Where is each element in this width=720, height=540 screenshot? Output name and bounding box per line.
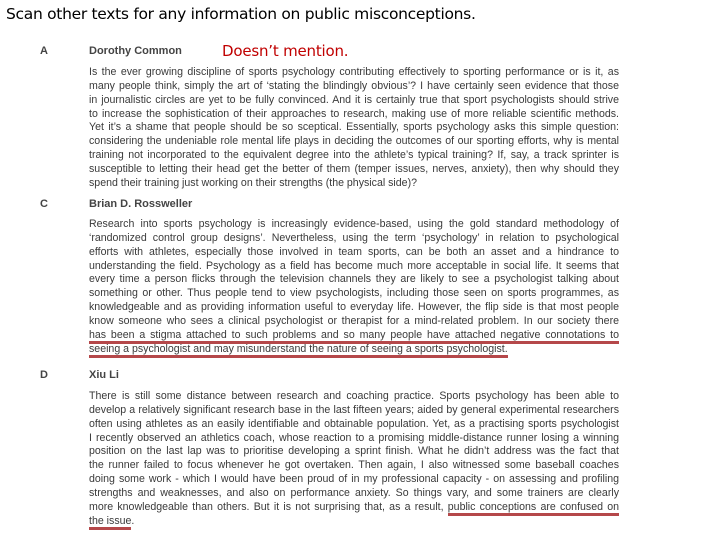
text-line: [89, 273, 619, 287]
text-line: [89, 315, 619, 329]
text-line: [89, 501, 619, 515]
underlined-text: has been a stigma attached to such problems and so many people have attached negative connotations to: [89, 329, 619, 344]
line-text: Yet it’s a shame that people should be so sceptical. Essentially, sports psychology asks this simple question:: [89, 121, 619, 134]
text-line: [89, 260, 619, 274]
text-line: [89, 149, 619, 163]
text-line: [89, 121, 619, 135]
text-line: [89, 390, 619, 404]
section-letter: A: [40, 45, 48, 57]
text-line: [89, 445, 619, 459]
line-text: develop a relatively significant research base in the last fifteen years; aided by general experimental researchers: [89, 403, 619, 416]
section-letter: D: [40, 369, 48, 381]
section-author: Xiu Li: [89, 369, 119, 381]
text-line: [89, 301, 619, 315]
text-line: [89, 218, 619, 232]
text-line: [89, 108, 619, 122]
slide-title: Scan other texts for any information on public misconceptions.: [6, 5, 476, 23]
line-text: know someone who sees a clinical psychologist or therapist for a mind-related problem. In our society there: [89, 314, 619, 327]
line-text: to increase the sophistication of their approaches to research, making use of more reliable scientific methods.: [89, 107, 619, 120]
text-line: [89, 473, 619, 487]
line-text: considering the undeniable role mental life plays in deciding the outcomes of our sporting efforts, why is mental: [89, 135, 619, 148]
line-text: the runner failed to focus whenever he got overtaken. Then again, I also witnessed some baseball coaches: [89, 459, 619, 472]
section-paragraph: [89, 218, 619, 356]
text-line: [89, 343, 619, 357]
text-line: [89, 404, 619, 418]
section-author: Brian D. Rossweller: [89, 198, 193, 210]
text-line: [89, 177, 619, 191]
line-text: ‘randomized control group designs’. Nevertheless, using the term ‘psychology’ in relation to psychological: [89, 231, 619, 244]
line-text: often using athletes as an easily identifiable and obtainable population. Yet, as a practising sports psychologist: [89, 417, 619, 430]
text-line: [89, 329, 619, 343]
line-text: Is the ever growing discipline of sports psychology contributing effectively to sporting performance or is it, as: [89, 66, 619, 78]
text-line: [89, 432, 619, 446]
text-line: [89, 135, 619, 149]
text-line: [89, 246, 619, 260]
line-text: many people think, simply the art of ‘stating the blindingly obvious’? I have certainly seen evidence that those: [89, 79, 619, 92]
text-line: [89, 418, 619, 432]
text-line: [89, 94, 619, 108]
line-text: Research into sports psychology is increasingly evidence-based, using the gold standard methodology of: [89, 218, 619, 230]
line-text: training not incorporated to the equivalent degree into the athlete’s typical training? If, say, a track sprinter is: [89, 149, 619, 162]
text-line: [89, 66, 619, 80]
section-paragraph: [89, 390, 619, 528]
line-text: efforts with athletes, especially those involved in team sports, can be both an asset and a hindrance to: [89, 245, 619, 258]
text-line: [89, 459, 619, 473]
line-text: every time a person flicks through the television channels they are likely to see a psychologist talking about: [89, 273, 619, 286]
underlined-text: the issue: [89, 515, 131, 530]
line-text: something or other. Thus people tend to view psychologists, including those seen on sports programmes, as: [89, 287, 619, 300]
section-letter: C: [40, 198, 48, 210]
annotation-note: Doesn’t mention.: [222, 42, 349, 60]
line-text: spend their training just working on their strengths (the physical side)?: [89, 176, 417, 189]
line-text: There is still some distance between research and coaching practice. Sports psychology has been able to: [89, 390, 619, 402]
section-paragraph: [89, 66, 619, 191]
line-text: susceptible to letting their head get the better of them (temper issues, nerves, anxiety), then why should they: [89, 162, 619, 175]
underlined-text: public conceptions are confused on: [448, 501, 619, 516]
line-text: doing some work - which I would have been proud of in my professional capacity - on assessing and profiling: [89, 473, 619, 486]
section-author: Dorothy Common: [89, 45, 182, 57]
text-line: [89, 163, 619, 177]
line-text: in journalistic circles are yet to be fully convinced. And it is certainly true that sport psychologists should strive: [89, 93, 619, 106]
text-line: [89, 487, 619, 501]
line-text: strengths and weaknesses, and also on performance anxiety. So things vary, and some trainers are clearly: [89, 486, 619, 499]
line-text: .: [131, 514, 135, 527]
line-text: more knowledgeable than others. But it is not surprising that, as a result,: [89, 500, 448, 513]
line-text: position on the last lap was to prioritise developing a sprint finish. What he didn’t address was the fact that: [89, 445, 619, 458]
text-line: [89, 232, 619, 246]
text-line: [89, 515, 619, 529]
underlined-text: seeing a psychologist and may misunderstand the nature of seeing a sports psychologist.: [89, 343, 508, 358]
line-text: knowledgeable and as providing information useful to everyday life. However, the flip side is that most people: [89, 301, 619, 314]
text-line: [89, 80, 619, 94]
line-text: understanding the field. Psychology as a field has become much more acceptable in social life. It seems that: [89, 259, 619, 272]
line-text: I recently observed an athletics coach, whose reaction to a promising middle-distance runner losing a winning: [89, 431, 619, 444]
text-line: [89, 287, 619, 301]
